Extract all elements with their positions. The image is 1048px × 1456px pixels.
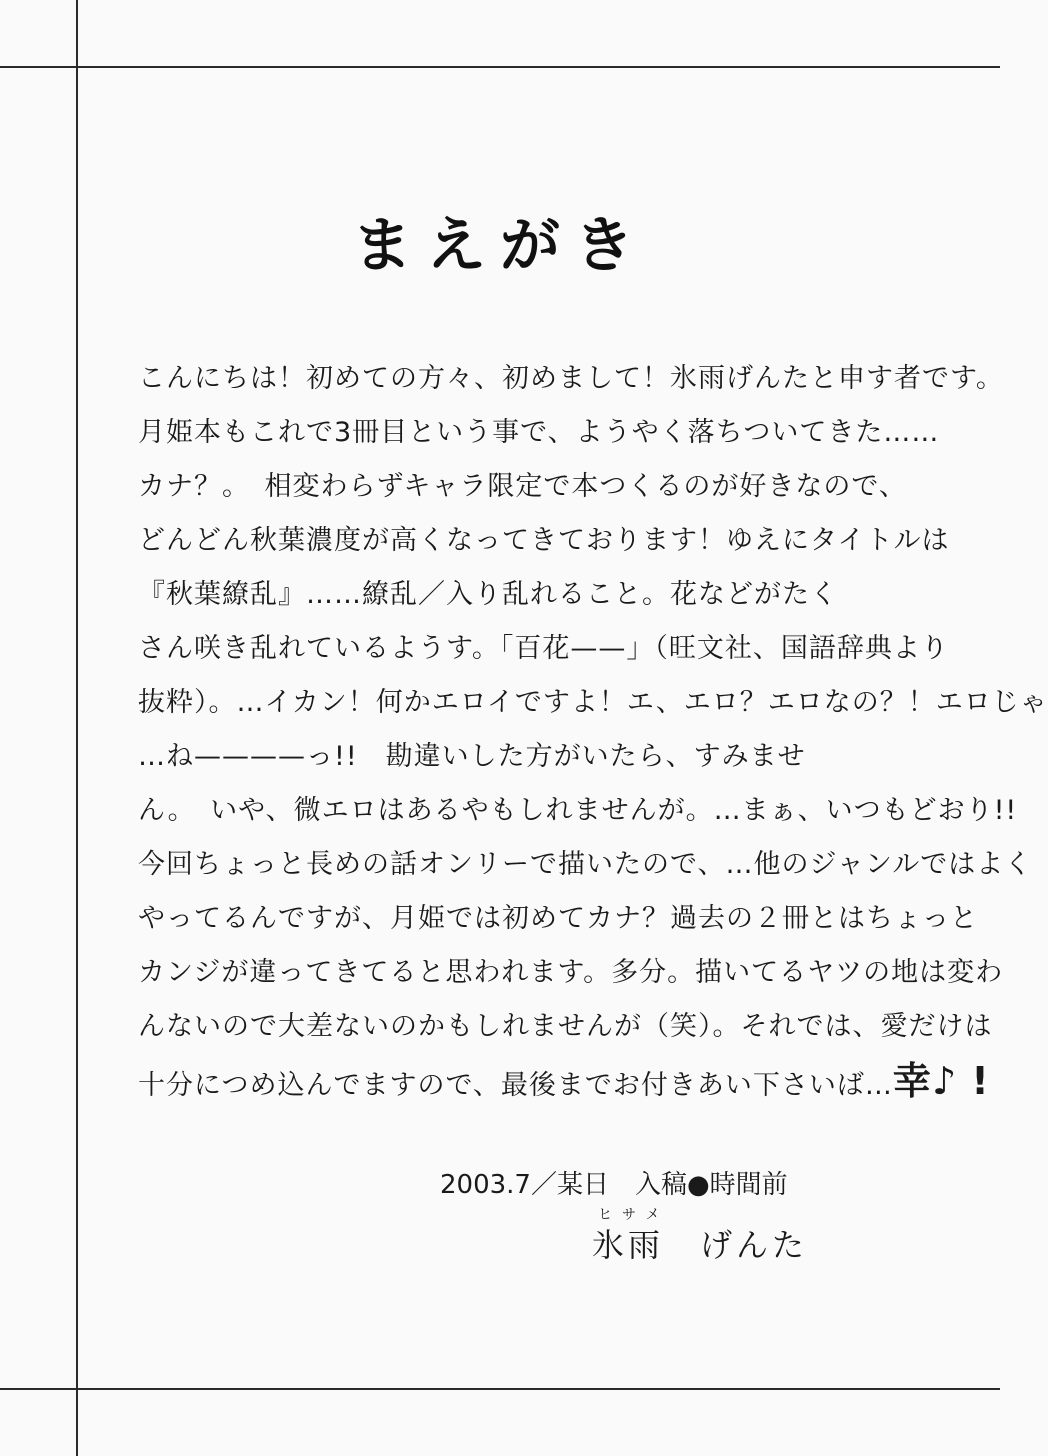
text-line: カンジが違ってきてると思われます。多分。描いてるヤツの地は変わ [138, 957, 1004, 988]
final-line-text: 十分につめ込んでますので、最後までお付きあい下さいば… [138, 1070, 893, 1101]
text-line-final [138, 1054, 990, 1108]
text-line: 月姫本もこれで3冊目という事で、ようやく落ちついてきた…… [138, 417, 940, 448]
text-line: どんどん秋葉濃度が高くなってきております！ゆえにタイトルは [138, 525, 950, 556]
text-line: 抜粋）。…イカン！何かエロイですよ！エ、エロ？エロなの？！エロじゃ [138, 687, 1048, 718]
text-line: さん咲き乱れているようす。「百花——」（旺文社、国語辞典より [138, 633, 949, 664]
closing-mark: ♪ ! [931, 1059, 990, 1103]
signature-date: 2003.7／某日 入稿●時間前 [440, 1170, 788, 1200]
closing-word: 幸 [892, 1059, 932, 1103]
left-border-line [76, 0, 78, 1456]
signature-name: 氷雨 げんた [592, 1226, 809, 1264]
text-line: 『秋葉繚乱』……繚乱／入り乱れること。花などがたく [138, 579, 838, 610]
text-line: カナ？。 相変わらずキャラ限定で本つくるのが好きなので、 [138, 471, 907, 502]
text-line: やってるんですが、月姫では初めてカナ？過去の２冊とはちょっと [138, 903, 978, 934]
signature-block [440, 1165, 860, 1267]
text-line: ん。 いや、微エロはあるやもしれませんが。…まぁ、いつもどおり!! [138, 795, 1018, 826]
text-line: …ね————っ!! 勘違いした方がいたら、すみませ [138, 741, 806, 772]
text-line: んないので大差ないのかもしれませんが（笑）。それでは、愛だけは [138, 1011, 993, 1042]
text-line: こんにちは！初めての方々、初めまして！氷雨げんたと申す者です。 [138, 363, 1004, 394]
signature-furigana: ヒサメ [598, 1207, 670, 1223]
top-border-line [0, 66, 1000, 68]
bottom-border-line [0, 1388, 1000, 1390]
preface-body [138, 352, 1048, 1108]
text-line: 今回ちょっと長めの話オンリーで描いたので、…他のジャンルではよく [138, 849, 1033, 880]
page-title: まえがき [352, 211, 648, 281]
